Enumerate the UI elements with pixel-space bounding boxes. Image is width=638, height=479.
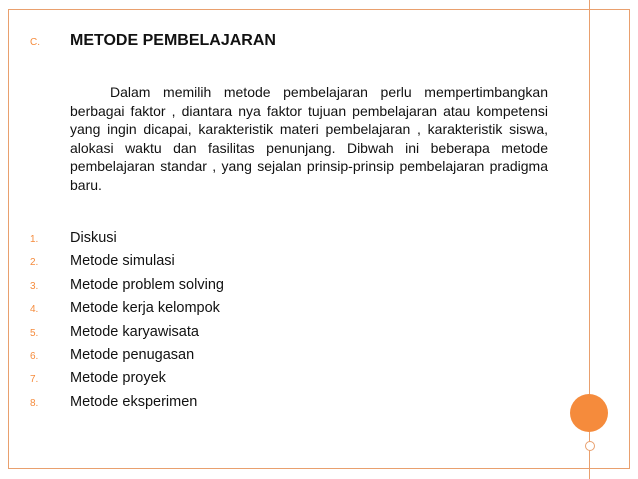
- list-item: [0, 298, 560, 321]
- section-marker: C.: [30, 37, 40, 48]
- list-number: 8.: [30, 397, 39, 409]
- list-item: [0, 345, 560, 368]
- list-item-label: Metode eksperimen: [70, 393, 198, 410]
- list-item-label: Metode kerja kelompok: [70, 300, 220, 317]
- list-item: [0, 228, 560, 251]
- list-number: 1.: [30, 234, 39, 245]
- list-item: [0, 251, 560, 274]
- list-item-label: Metode karyawisata: [70, 323, 199, 340]
- list-number: 3.: [30, 280, 39, 292]
- small-circle-decoration: [585, 441, 595, 451]
- intro-paragraph: [70, 83, 548, 194]
- list-item: [0, 275, 560, 298]
- list-number: 2.: [30, 257, 39, 269]
- list-number: 5.: [30, 327, 39, 339]
- list-item-label: Metode problem solving: [70, 276, 224, 293]
- section-title: METODE PEMBELAJARAN: [70, 32, 276, 49]
- list-item: [0, 392, 560, 415]
- list-number: 4.: [30, 304, 39, 316]
- list-item-label: Metode proyek: [70, 370, 166, 387]
- paragraph-text: Dalam memilih metode pembelajaran perlu mempertimbangkan berbagai faktor , diantara nya faktor tujuan pembelajaran atau kompetensi yang ingin dicapai, karakteristik materi pembelajaran , karakteristik siswa, alokasi waktu dan fasilitas penunjang. Dibwah ini beberapa metode pembelajaran standar , yang sejalan prinsip-prinsip pembelajaran pradigma baru.: [70, 84, 548, 193]
- list-item: [0, 322, 560, 345]
- method-list: [0, 228, 560, 415]
- orange-circle-decoration: [570, 394, 608, 432]
- list-number: 6.: [30, 350, 39, 362]
- list-number: 7.: [30, 374, 39, 386]
- list-item-label: Metode simulasi: [70, 253, 175, 270]
- list-item-label: Diskusi: [70, 230, 117, 246]
- list-item-label: Metode penugasan: [70, 346, 195, 363]
- list-item: [0, 368, 560, 391]
